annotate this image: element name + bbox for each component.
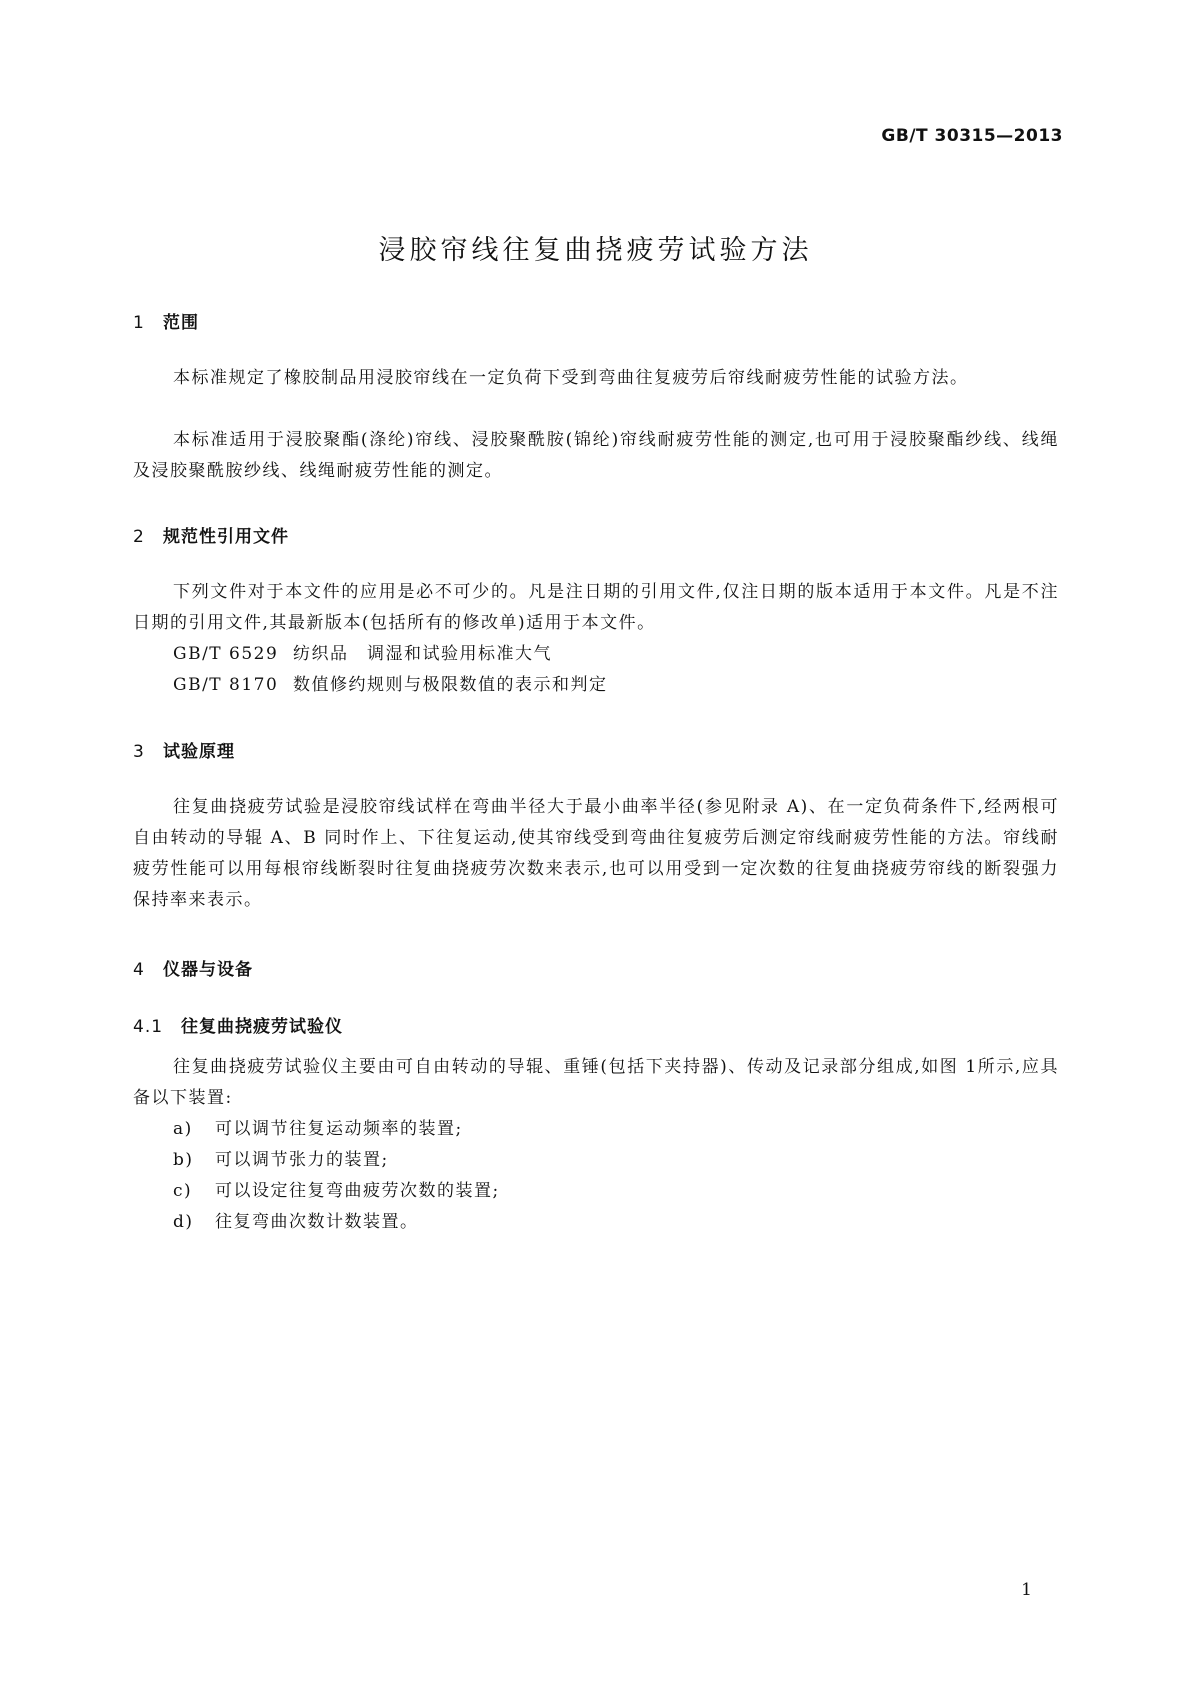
reference-code: GB/T 6529 xyxy=(173,644,279,664)
reference-title: 数值修约规则与极限数值的表示和判定 xyxy=(293,675,608,695)
paragraph: 下列文件对于本文件的应用是必不可少的。凡是注日期的引用文件,仅注日期的版本适用于本文件。凡是不注日期的引用文件,其最新版本(包括所有的修改单)适用于本文件。 xyxy=(133,582,1059,633)
list-item xyxy=(173,1176,500,1207)
section-number: 1 xyxy=(133,313,145,333)
document-title: 浸胶帘线往复曲挠疲劳试验方法 xyxy=(378,235,813,266)
section-title: 试验原理 xyxy=(163,742,235,762)
list-text: 往复弯曲次数计数装置。 xyxy=(215,1212,419,1232)
list-label: d) xyxy=(173,1212,194,1232)
list-text: 可以调节往复运动频率的装置; xyxy=(215,1119,463,1139)
paragraph: 往复曲挠疲劳试验是浸胶帘线试样在弯曲半径大于最小曲率半径(参见附录 A)、在一定负荷条件下,经两根可自由转动的导辊 A、B 同时作上、下往复运动,使其帘线受到弯曲往复疲劳后测定帘线耐疲劳性能的方法。帘线耐疲劳性能可以用每根帘线断裂时往复曲挠疲劳次数来表示,也可以用受到一定次数的往复曲挠疲劳帘线的断裂强力保持率来表示。 xyxy=(133,797,1059,910)
list-label: c) xyxy=(173,1181,193,1201)
list-item xyxy=(173,1207,419,1238)
reference-item xyxy=(173,639,552,670)
list-item xyxy=(173,1114,463,1145)
list-item xyxy=(173,1145,389,1176)
reference-item xyxy=(173,670,608,701)
section-4-1-heading xyxy=(133,1012,343,1037)
reference-code: GB/T 8170 xyxy=(173,675,279,695)
page-number: 1 xyxy=(1021,1580,1032,1600)
section-number: 4.1 xyxy=(133,1017,164,1037)
section-number: 4 xyxy=(133,960,145,980)
section-2-heading xyxy=(133,522,289,547)
section-1-heading xyxy=(133,308,199,333)
list-label: b) xyxy=(173,1150,194,1170)
paragraph: 本标准适用于浸胶聚酯(涤纶)帘线、浸胶聚酰胺(锦纶)帘线耐疲劳性能的测定,也可用于浸胶聚酯纱线、线绳及浸胶聚酰胺纱线、线绳耐疲劳性能的测定。 xyxy=(133,430,1059,481)
section-title: 往复曲挠疲劳试验仪 xyxy=(181,1017,343,1037)
section-4-heading xyxy=(133,955,253,980)
section-title: 规范性引用文件 xyxy=(163,527,289,547)
section-title: 仪器与设备 xyxy=(163,960,253,980)
paragraph: 往复曲挠疲劳试验仪主要由可自由转动的导辊、重锤(包括下夹持器)、传动及记录部分组成,如图 1所示,应具备以下装置: xyxy=(133,1057,1059,1108)
list-text: 可以设定往复弯曲疲劳次数的装置; xyxy=(215,1181,500,1201)
section-number: 2 xyxy=(133,527,145,547)
section-number: 3 xyxy=(133,742,145,762)
section-3-heading xyxy=(133,737,235,762)
reference-title: 纺织品 调湿和试验用标准大气 xyxy=(293,644,552,664)
section-title: 范围 xyxy=(163,313,199,333)
list-label: a) xyxy=(173,1119,193,1139)
paragraph: 本标准规定了橡胶制品用浸胶帘线在一定负荷下受到弯曲往复疲劳后帘线耐疲劳性能的试验方法。 xyxy=(173,368,969,388)
list-text: 可以调节张力的装置; xyxy=(215,1150,389,1170)
standard-code: GB/T 30315—2013 xyxy=(881,126,1063,146)
